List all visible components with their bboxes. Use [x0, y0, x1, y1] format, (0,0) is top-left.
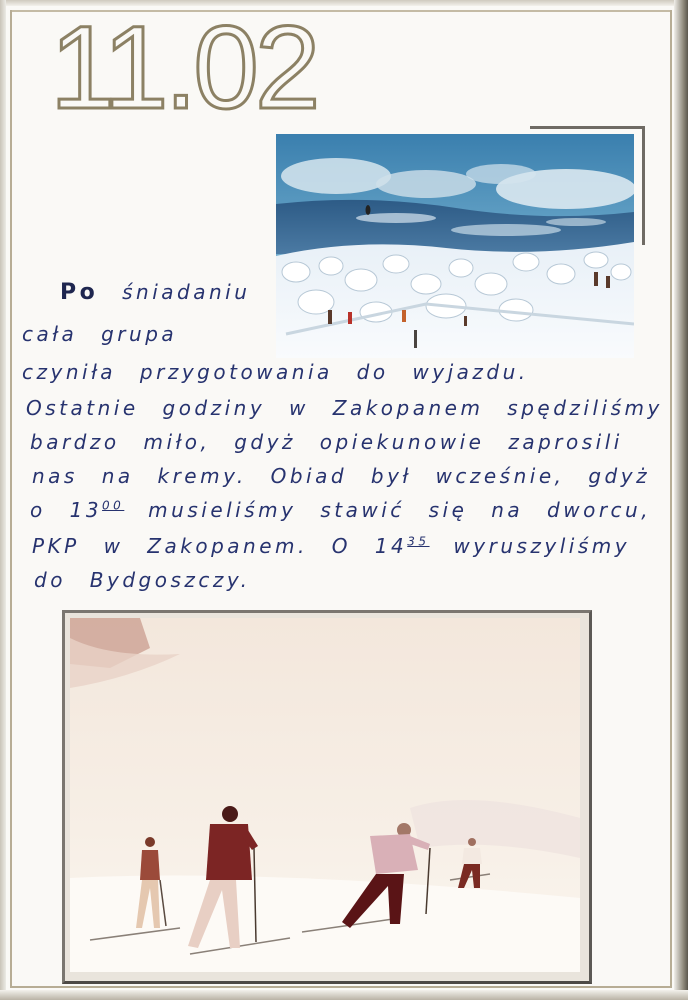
- photo-corner-frame: [530, 126, 645, 245]
- text-line: czyniła przygotowania do wyjazdu.: [22, 360, 529, 384]
- text-line: bardzo miło, gdyż opiekunowie zaprosili: [30, 430, 623, 454]
- text-line: Po śniadaniu: [60, 280, 251, 305]
- date-heading-text: 11.02: [50, 8, 317, 118]
- text-line: o $13^{00}$ musieliśmy stawić się na dworcu,: [30, 498, 652, 522]
- text-line: cała grupa: [22, 322, 178, 346]
- date-heading: [48, 8, 318, 118]
- text-line: nas na kremy. Obiad był wcześnie, gdyż: [32, 464, 651, 488]
- text-line: PKP w Zakopanem. O $14^{35}$ wyruszyliśmy: [32, 534, 631, 558]
- photo-skiers: [70, 618, 580, 972]
- text-line: do Bydgoszczy.: [34, 568, 251, 592]
- text-line: Ostatnie godziny w Zakopanem spędziliśmy: [26, 396, 663, 420]
